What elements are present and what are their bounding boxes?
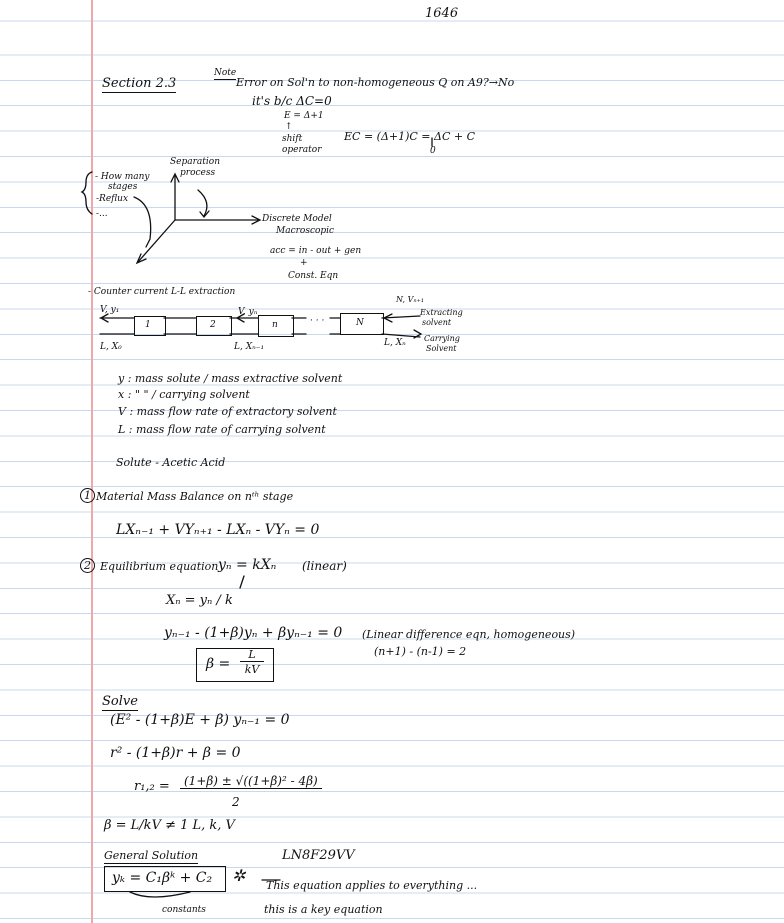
linear-label: (linear) [302, 559, 347, 573]
solve-title: Solve [102, 694, 138, 709]
beta-condition: β = L/kV ≠ 1 L, k, V [104, 818, 235, 833]
diagonal-axis [138, 220, 175, 262]
comment-2: this is a key equation [264, 903, 383, 916]
difference-eqn-note: (Linear difference eqn, homogeneous) [362, 628, 576, 641]
general-solution-title: General Solution [104, 849, 199, 862]
extracting-label: Extracting [420, 308, 463, 317]
stage-N-label: N [356, 318, 364, 328]
note-label: Note [214, 68, 237, 78]
definition-v: V : mass flow rate of extractory solvent [118, 405, 337, 418]
extracting-solvent-label: solvent [422, 318, 452, 327]
characteristic-equation: r² - (1+β)r + β = 0 [110, 745, 241, 761]
top-left-stream: V, y₁ [100, 305, 120, 315]
operator-label: operator [282, 145, 322, 155]
roots-denominator: 2 [232, 795, 240, 809]
extraction-title: - Counter current L-L extraction [88, 287, 236, 297]
top-right-stream: N, Vₙ₊₁ [396, 295, 425, 304]
operator-equation: (E² - (1+β)E + β) yₙ₋₁ = 0 [110, 712, 290, 728]
left-brace [82, 172, 92, 214]
dots-label: -... [96, 209, 108, 219]
process-label: process [180, 168, 216, 178]
e-definition: E = Δ+1 [284, 111, 324, 121]
step-2-marker: 2 [80, 558, 95, 573]
constants-label: constants [162, 905, 206, 915]
zero-label: 0 [430, 146, 436, 156]
mass-balance-equation: LXₙ₋₁ + VYₙ₊₁ - LXₙ - VYₙ = 0 [116, 522, 320, 538]
carrying-solvent-label: Solvent [426, 344, 457, 353]
macroscopic-label: Macroscopic [276, 226, 335, 236]
order-note: (n+1) - (n-1) = 2 [374, 645, 467, 658]
acc-equation: acc = in - out + gen [270, 246, 362, 256]
separation-label: Separation [170, 157, 220, 167]
comment-1: This equation applies to everything ... [266, 879, 478, 892]
section-title: Section 2.3 [102, 76, 177, 91]
note-reason: it's b/c ΔC=0 [252, 94, 332, 108]
plus-label: + [300, 258, 308, 268]
stage-n-label: n [272, 320, 278, 330]
beta-denominator: kV [244, 663, 260, 676]
solute-note: Solute - Acetic Acid [116, 456, 226, 469]
bottom-stream-line [100, 334, 420, 337]
bottom-mid-stream: L, Xₙ₋₁ [234, 342, 265, 352]
step-1-marker: 1 [80, 488, 95, 503]
step-2-text: Equilibrium equation [100, 560, 219, 573]
xn-equation: Xₙ = yₙ / k [166, 593, 233, 608]
definition-y: y : mass solute / mass extractive solvent [118, 372, 343, 385]
beta-numerator: L [240, 648, 264, 662]
step-1-text: Material Mass Balance on nᵗʰ stage [96, 490, 294, 503]
definition-x: x : " " / carrying solvent [118, 388, 250, 401]
discrete-model-label: Discrete Model [262, 214, 332, 224]
arrow-up-icon: ↑ [285, 122, 293, 132]
carrying-label: Carrying [424, 334, 460, 343]
top-mid-stream: V, yₙ [238, 307, 258, 317]
roots-lhs: r₁,₂ = [134, 779, 170, 794]
stage-2-label: 2 [210, 320, 216, 330]
definition-l: L : mass flow rate of carrying solvent [118, 423, 326, 436]
bottom-left-stream: L, X₀ [100, 342, 122, 352]
code-text: LN8F29VV [282, 848, 355, 863]
ec-equation: EC = (Δ+1)C = ΔC + C [344, 130, 476, 143]
shift-label: shift [282, 134, 303, 144]
page-number: 1646 [425, 6, 459, 21]
stage-dots: · · · [310, 316, 325, 326]
difference-equation: yₙ₋₁ - (1+β)yₙ + βyₙ₋₁ = 0 [164, 625, 343, 641]
bottom-right-stream: L, Xₙ [384, 338, 406, 348]
top-stream-line [100, 316, 420, 318]
stage-1-label: 1 [145, 320, 151, 330]
equilibrium-equation: yₙ = kXₙ [218, 557, 277, 573]
note-text: Error on Sol'n to non-homogeneous Q on A9?→No [236, 76, 515, 89]
star-icon: ✲ [232, 866, 246, 885]
how-many-label: - How many [95, 172, 150, 182]
stages-label: stages [108, 182, 138, 192]
beta-lhs: β = [206, 656, 231, 672]
general-solution-equation: yₖ = C₁βᵏ + C₂ [112, 870, 213, 886]
roots-numerator: (1+β) ± √((1+β)² - 4β) [180, 774, 322, 789]
const-eqn-label: Const. Eqn [288, 271, 339, 281]
reflux-label: -Reflux [96, 194, 129, 204]
